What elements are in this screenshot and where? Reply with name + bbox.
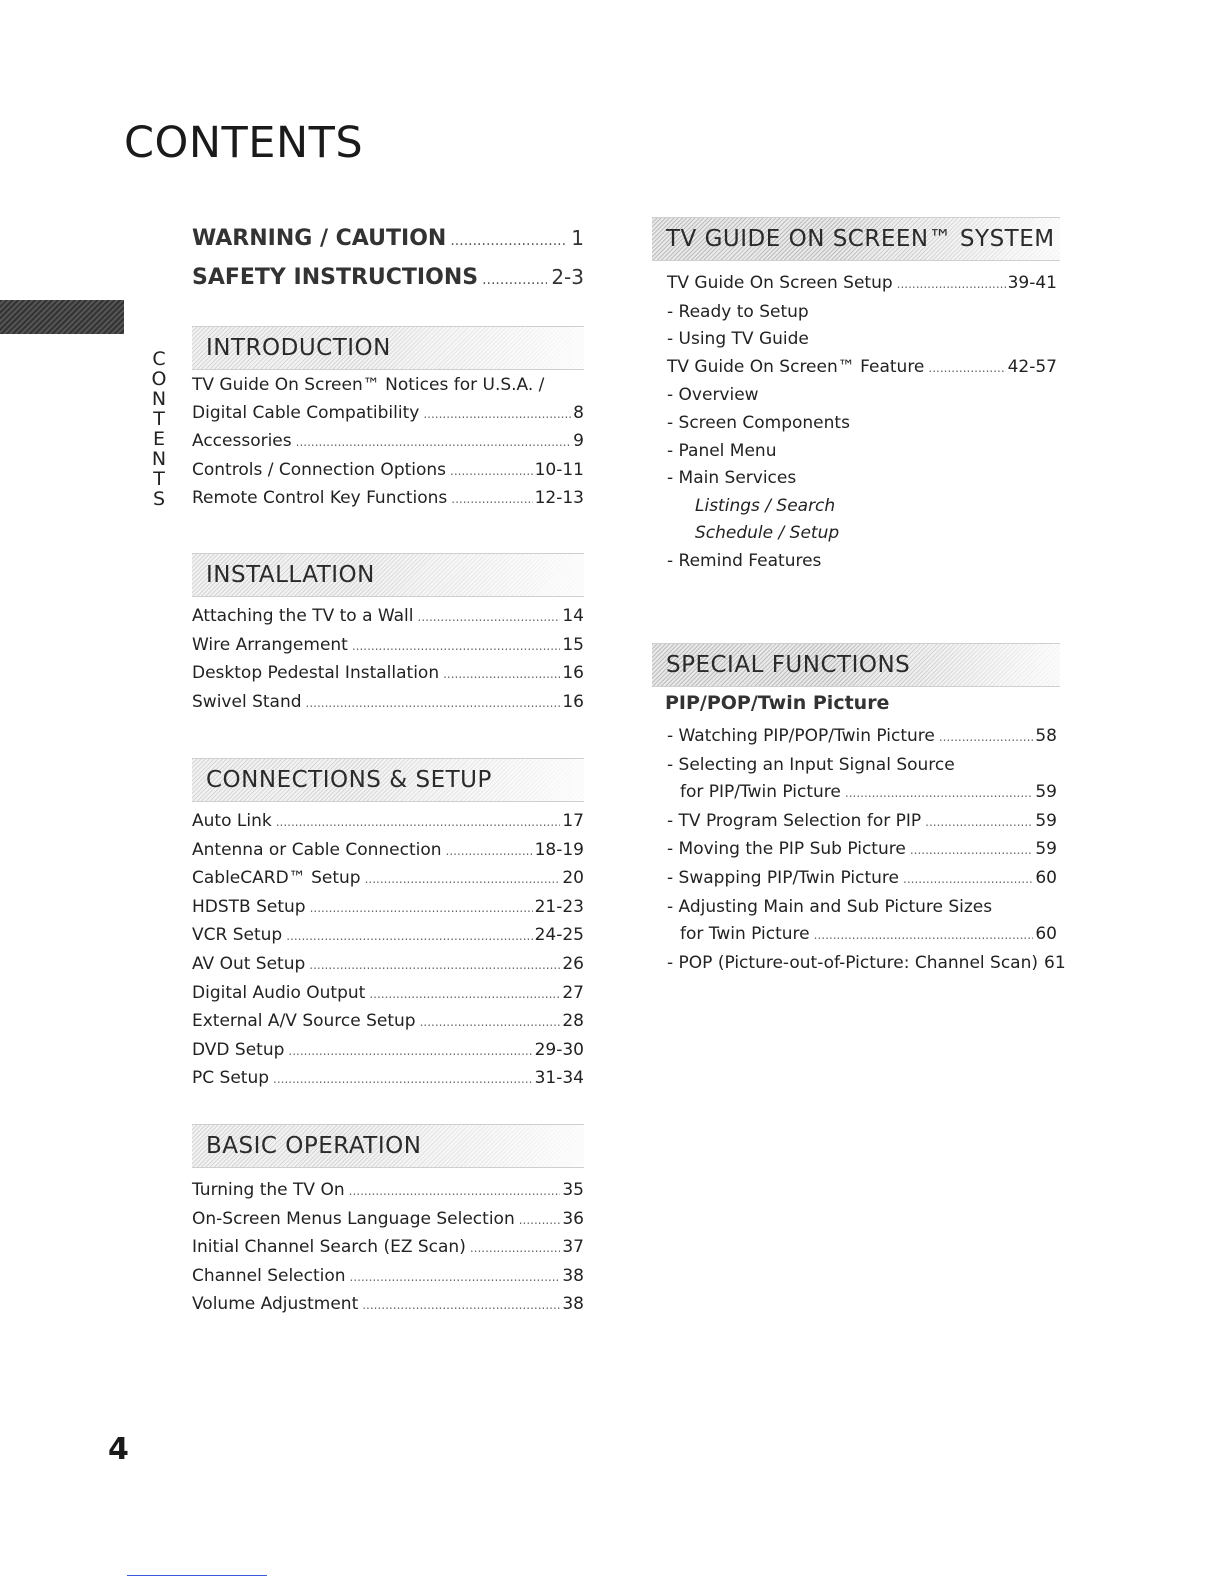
toc-entry-page: 8	[573, 402, 584, 423]
toc-entry-page: 1	[571, 226, 584, 250]
toc-entry-label: External A/V Source Setup	[192, 1011, 416, 1032]
toc-entry[interactable]	[192, 372, 584, 400]
toc-entry-page: 61	[1044, 952, 1066, 973]
toc-list-basic-operation	[192, 1177, 584, 1320]
section-heading: BASIC OPERATION	[206, 1133, 422, 1159]
toc-entry[interactable]	[192, 1263, 584, 1292]
side-section-label: CONTENTS	[148, 348, 170, 508]
dot-leader	[369, 981, 560, 1009]
toc-entry-label: - TV Program Selection for PIP	[667, 810, 922, 831]
dot-leader	[309, 952, 560, 980]
toc-entry-page: 26	[562, 953, 584, 974]
section-header-special-functions	[652, 643, 1060, 687]
dot-leader	[451, 486, 532, 514]
toc-entry[interactable]	[667, 921, 1057, 950]
dot-leader	[450, 458, 533, 486]
dot-leader	[423, 401, 571, 429]
toc-entry-page: 59	[1035, 810, 1057, 831]
dot-leader	[939, 724, 1034, 752]
toc-entry-page: 36	[562, 1208, 584, 1229]
toc-entry[interactable]	[192, 485, 584, 514]
toc-list-installation	[192, 603, 584, 717]
dot-leader	[910, 837, 1034, 865]
toc-entry-page: 17	[562, 811, 584, 831]
dot-leader	[365, 866, 561, 894]
toc-entry[interactable]	[192, 660, 584, 689]
toc-entry[interactable]	[192, 808, 584, 837]
toc-entry[interactable]	[192, 1291, 584, 1320]
section-heading: TV GUIDE ON SCREEN™ SYSTEM	[666, 226, 1055, 252]
section-header-introduction	[192, 326, 584, 370]
toc-entry-label: - Ready to Setup	[667, 301, 809, 322]
toc-entry-page: 37	[562, 1237, 584, 1258]
toc-subentry[interactable]	[667, 548, 1057, 576]
toc-entry[interactable]	[192, 980, 584, 1009]
toc-entry-label: DVD Setup	[192, 1039, 285, 1060]
section-header-connections	[192, 758, 584, 802]
toc-entry-page: 2-3	[551, 265, 584, 289]
side-tab-marker	[0, 300, 124, 334]
toc-subentry[interactable]	[667, 382, 1057, 410]
toc-entry-label: - Remind Features	[667, 550, 822, 571]
toc-entry-label: - Watching PIP/POP/Twin Picture	[667, 726, 935, 746]
toc-entry-label: Attaching the TV to a Wall	[192, 606, 414, 626]
toc-entry-label: TV Guide On Screen Setup	[667, 273, 893, 293]
toc-entry-page: 16	[562, 663, 584, 684]
toc-subentry[interactable]	[667, 520, 1057, 548]
toc-entry-page: 38	[562, 1294, 584, 1315]
footer-rule	[127, 1575, 267, 1576]
toc-entry[interactable]	[667, 723, 1057, 752]
section-heading: CONNECTIONS & SETUP	[206, 767, 492, 793]
section-heading: SPECIAL FUNCTIONS	[666, 652, 911, 678]
toc-entry-page: 16	[562, 691, 584, 712]
dot-leader	[845, 780, 1033, 808]
toc-entry[interactable]	[667, 950, 1066, 979]
toc-entry[interactable]	[667, 354, 1057, 383]
toc-entry-label: - Overview	[667, 385, 759, 406]
toc-entry-label: - Adjusting Main and Sub Picture Sizes	[667, 896, 993, 917]
toc-subentry[interactable]	[667, 326, 1057, 354]
toc-entry-label: - Main Services	[667, 468, 797, 489]
page-title: CONTENTS	[124, 118, 364, 168]
toc-entry-page: 9	[573, 431, 584, 452]
section-heading: INSTALLATION	[206, 562, 375, 588]
toc-entry-label: VCR Setup	[192, 925, 283, 946]
dot-leader	[350, 1264, 561, 1292]
toc-entry-page: 35	[562, 1180, 584, 1200]
toc-entry-label: PC Setup	[192, 1068, 270, 1089]
toc-entry-page: 28	[562, 1011, 584, 1032]
dot-leader	[450, 233, 567, 249]
toc-entry[interactable]	[192, 1037, 584, 1066]
toc-entry[interactable]	[192, 1234, 584, 1263]
toc-entry-page: 24-25	[534, 925, 584, 946]
toc-entry[interactable]	[192, 1008, 584, 1037]
dot-leader	[276, 809, 561, 837]
dot-leader	[296, 429, 572, 457]
toc-entry-page: 60	[1035, 867, 1057, 888]
dot-leader	[903, 866, 1033, 894]
toc-entry[interactable]	[667, 270, 1057, 299]
dot-leader	[928, 355, 1005, 383]
toc-entry-label: On-Screen Menus Language Selection	[192, 1208, 515, 1229]
toc-entry-label: Listings / Search	[695, 495, 836, 516]
toc-list-connections	[192, 808, 584, 1094]
toc-entry[interactable]	[192, 894, 584, 923]
toc-entry-label: - POP (Picture-out-of-Picture: Channel Scan)	[667, 952, 1039, 973]
toc-entry-label: AV Out Setup	[192, 953, 306, 974]
toc-subentry[interactable]	[667, 410, 1057, 438]
dot-leader	[306, 690, 561, 718]
toc-entry-warning[interactable]	[192, 226, 584, 251]
toc-entry[interactable]	[192, 603, 584, 632]
dot-leader	[288, 1038, 532, 1066]
toc-entry[interactable]	[192, 400, 584, 429]
toc-entry-page: 12-13	[534, 488, 584, 509]
toc-subentry[interactable]	[667, 465, 1057, 493]
toc-list-tv-guide	[667, 270, 1057, 576]
toc-entry[interactable]	[192, 1177, 584, 1206]
toc-entry[interactable]	[192, 865, 584, 894]
toc-entry[interactable]	[667, 865, 1057, 894]
dot-leader	[420, 1009, 561, 1037]
dot-leader	[519, 1207, 561, 1235]
toc-entry-page: 21-23	[534, 896, 584, 917]
toc-entry-label: for Twin Picture	[680, 924, 810, 945]
dot-leader	[814, 922, 1034, 950]
toc-entry-label: CableCARD™ Setup	[192, 868, 361, 889]
toc-entry[interactable]	[667, 894, 1057, 922]
toc-entry-label: - Using TV Guide	[667, 329, 809, 350]
toc-entry-label: Accessories	[192, 431, 292, 452]
toc-entry-page: 10-11	[534, 459, 584, 480]
toc-entry-page: 59	[1035, 839, 1057, 860]
toc-entry-page: 29-30	[534, 1039, 584, 1060]
page-number: 4	[108, 1432, 129, 1467]
toc-entry[interactable]	[667, 808, 1057, 837]
toc-entry[interactable]	[192, 951, 584, 980]
toc-entry[interactable]	[192, 428, 584, 457]
section-header-installation	[192, 553, 584, 597]
toc-entry-label: Channel Selection	[192, 1265, 346, 1286]
toc-entry[interactable]	[192, 837, 584, 866]
toc-entry-safety[interactable]	[192, 265, 584, 290]
toc-entry-page: 14	[562, 606, 584, 626]
toc-entry-label: - Swapping PIP/Twin Picture	[667, 867, 900, 888]
toc-entry-label: - Selecting an Input Signal Source	[667, 754, 955, 775]
toc-entry-label: Turning the TV On	[192, 1180, 345, 1200]
toc-entry-label: Antenna or Cable Connection	[192, 839, 442, 860]
toc-entry-page: 39-41	[1007, 273, 1057, 293]
toc-entry-page: 15	[562, 634, 584, 655]
toc-entry-label: - Panel Menu	[667, 440, 777, 461]
toc-entry-label: Remote Control Key Functions	[192, 488, 448, 509]
toc-entry-page: 18-19	[534, 839, 584, 860]
toc-entry-page: 31-34	[534, 1068, 584, 1089]
section-header-basic-operation	[192, 1124, 584, 1168]
toc-entry-label: Digital Cable Compatibility	[192, 402, 420, 423]
toc-entry-label: - Moving the PIP Sub Picture	[667, 839, 906, 860]
toc-entry[interactable]	[667, 836, 1057, 865]
dot-leader	[352, 633, 561, 661]
toc-entry-page: 27	[562, 982, 584, 1003]
toc-entry-label: Auto Link	[192, 811, 272, 831]
toc-entry-page: 42-57	[1007, 356, 1057, 377]
toc-entry[interactable]	[192, 689, 584, 718]
toc-entry-label: WARNING / CAUTION	[192, 226, 447, 251]
dot-leader	[470, 1235, 561, 1263]
section-subheading: PIP/POP/Twin Picture	[665, 692, 890, 714]
toc-entry-page: 60	[1035, 924, 1057, 945]
toc-entry[interactable]	[192, 632, 584, 661]
dot-leader	[273, 1066, 533, 1094]
toc-entry-label: SAFETY INSTRUCTIONS	[192, 265, 479, 290]
toc-entry-label: Schedule / Setup	[695, 523, 840, 544]
toc-entry-label: TV Guide On Screen™ Feature	[667, 356, 925, 377]
dot-leader	[418, 604, 561, 632]
toc-entry-label: for PIP/Twin Picture	[680, 782, 841, 803]
toc-entry[interactable]	[192, 922, 584, 951]
toc-entry-label: Volume Adjustment	[192, 1294, 359, 1315]
dot-leader	[897, 271, 1006, 299]
dot-leader	[362, 1292, 560, 1320]
dot-leader	[286, 923, 532, 951]
toc-entry-label: Desktop Pedestal Installation	[192, 663, 440, 684]
toc-entry-label: Controls / Connection Options	[192, 459, 447, 480]
dot-leader	[310, 895, 533, 923]
toc-entry-label: HDSTB Setup	[192, 896, 306, 917]
dot-leader	[349, 1178, 561, 1206]
toc-list-introduction	[192, 372, 584, 514]
toc-subentry[interactable]	[667, 299, 1057, 327]
section-header-tv-guide	[652, 217, 1060, 261]
toc-entry-page: 58	[1035, 726, 1057, 746]
section-heading: INTRODUCTION	[206, 335, 391, 361]
toc-entry-label: Initial Channel Search (EZ Scan)	[192, 1237, 466, 1258]
dot-leader	[443, 661, 560, 689]
toc-entry[interactable]	[192, 457, 584, 486]
dot-leader	[482, 272, 547, 288]
toc-entry[interactable]	[192, 1065, 584, 1094]
toc-entry-label: Digital Audio Output	[192, 982, 366, 1003]
toc-entry-label: TV Guide On Screen™ Notices for U.S.A. /	[192, 375, 545, 395]
toc-entry-page: 38	[562, 1265, 584, 1286]
toc-entry-page: 20	[562, 868, 584, 889]
toc-subentry[interactable]	[667, 493, 1057, 521]
toc-entry-label: Swivel Stand	[192, 691, 302, 712]
toc-entry-page: 59	[1035, 782, 1057, 803]
toc-entry[interactable]	[667, 752, 1057, 780]
dot-leader	[446, 838, 533, 866]
toc-entry-label: - Screen Components	[667, 412, 850, 433]
toc-list-special-functions	[667, 723, 1066, 978]
toc-entry[interactable]	[192, 1206, 584, 1235]
toc-subentry[interactable]	[667, 438, 1057, 466]
dot-leader	[925, 809, 1033, 837]
toc-entry-label: Wire Arrangement	[192, 634, 348, 655]
toc-entry[interactable]	[667, 779, 1057, 808]
